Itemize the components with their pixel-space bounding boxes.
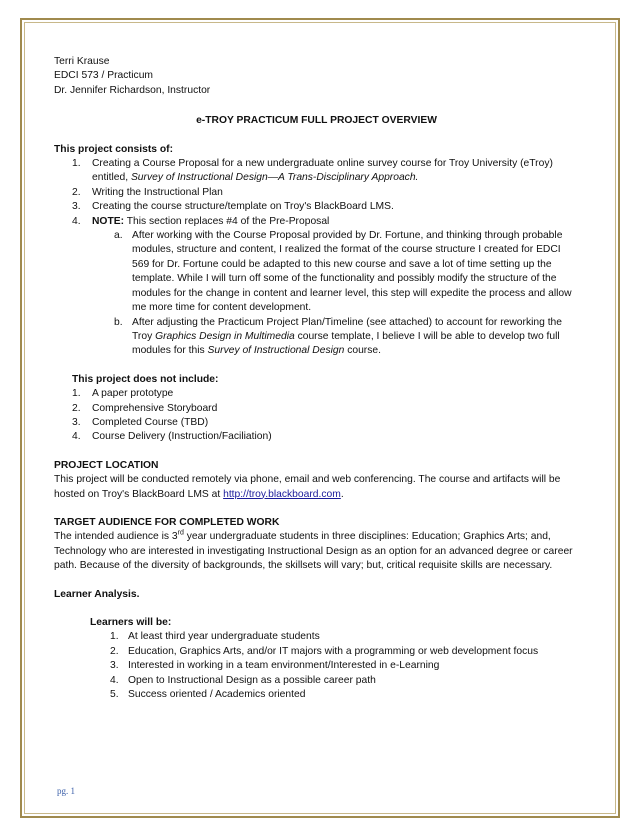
list-item: 3. Interested in working in a team environment/Interested in e-Learning xyxy=(110,660,440,672)
list-item: 4. Open to Instructional Design as a possible career path xyxy=(110,674,376,686)
audience-text: The intended audience is 3rd year undergraduate students in three disciplines: Education; Graphics Arts; and, Technology who are interested in investigating Instructional Design as an option for an advanced degree or career path. Because of the diversity of backgrounds, the skillsets will vary; but, critical requisite skills are necessary. xyxy=(54,529,573,572)
learner-list xyxy=(54,630,579,702)
course-code: EDCI 573 / Practicum xyxy=(54,70,153,82)
page-number: pg. 1 xyxy=(57,786,75,796)
list-item: 4. Course Delivery (Instruction/Faciliation) xyxy=(72,431,272,443)
consists-list xyxy=(54,157,579,359)
list-item: 3. Completed Course (TBD) xyxy=(72,416,209,428)
list-item: 2. Comprehensive Storyboard xyxy=(72,402,218,414)
list-item: 1. Creating a Course Proposal for a new undergraduate online survey course for Troy University (eTroy) entitled, Survey of Instructional Design—A Trans-Disciplinary Approach. xyxy=(72,158,553,184)
blackboard-link[interactable]: http://troy.blackboard.com xyxy=(223,488,341,500)
list-item: 1. A paper prototype xyxy=(72,388,174,400)
author-name: Terri Krause xyxy=(54,56,110,67)
sub-list-item: a. After working with the Course Proposal provided by Dr. Fortune, and thinking through probable modules, structure and content, I realized the format of the course structure I created for EDCI 569 for Dr. Fortune could be adapted to this new course and save a lot of time setting up the template. While I will turn off some of the functionality and possibly modify the structure of the modules for the change in content and learner level, this step will expedite the process and allow me more time for content development. xyxy=(114,230,572,314)
instructor-name: Dr. Jennifer Richardson, Instructor xyxy=(54,84,211,96)
list-item: 2. Writing the Instructional Plan xyxy=(72,186,223,198)
list-item: 4. NOTE: This section replaces #4 of the Pre-Proposal xyxy=(72,215,330,227)
location-text: This project will be conducted remotely via phone, email and web conferencing. The course and artifacts will be hosted on Troy's BlackBoard LMS at http://troy.blackboard.com. xyxy=(54,474,561,500)
list-item: 5. Success oriented / Academics oriented xyxy=(110,689,306,701)
learner-heading: Learner Analysis. xyxy=(54,588,140,600)
learner-sub-heading: Learners will be: xyxy=(90,617,172,628)
list-item: 2. Education, Graphics Arts, and/or IT majors with a programming or web development focus xyxy=(110,645,539,657)
audience-heading: TARGET AUDIENCE FOR COMPLETED WORK xyxy=(54,516,280,528)
document-title: e-TROY PRACTICUM FULL PROJECT OVERVIEW xyxy=(196,115,437,127)
list-item: 1. At least third year undergraduate students xyxy=(110,631,320,643)
list-item: 3. Creating the course structure/template on Troy's BlackBoard LMS. xyxy=(72,201,394,213)
not-include-list xyxy=(54,387,579,445)
not-include-heading: This project does not include: xyxy=(72,373,219,385)
location-heading: PROJECT LOCATION xyxy=(54,459,159,471)
document-page xyxy=(54,55,579,702)
consists-heading: This project consists of: xyxy=(54,143,174,155)
sub-list-item: b. After adjusting the Practicum Project Plan/Timeline (see attached) to account for reworking the Troy Graphics Design in Multimedia course template, I believe I will be able to develop two full modules for this Survey of Instructional Design course. xyxy=(114,316,563,357)
